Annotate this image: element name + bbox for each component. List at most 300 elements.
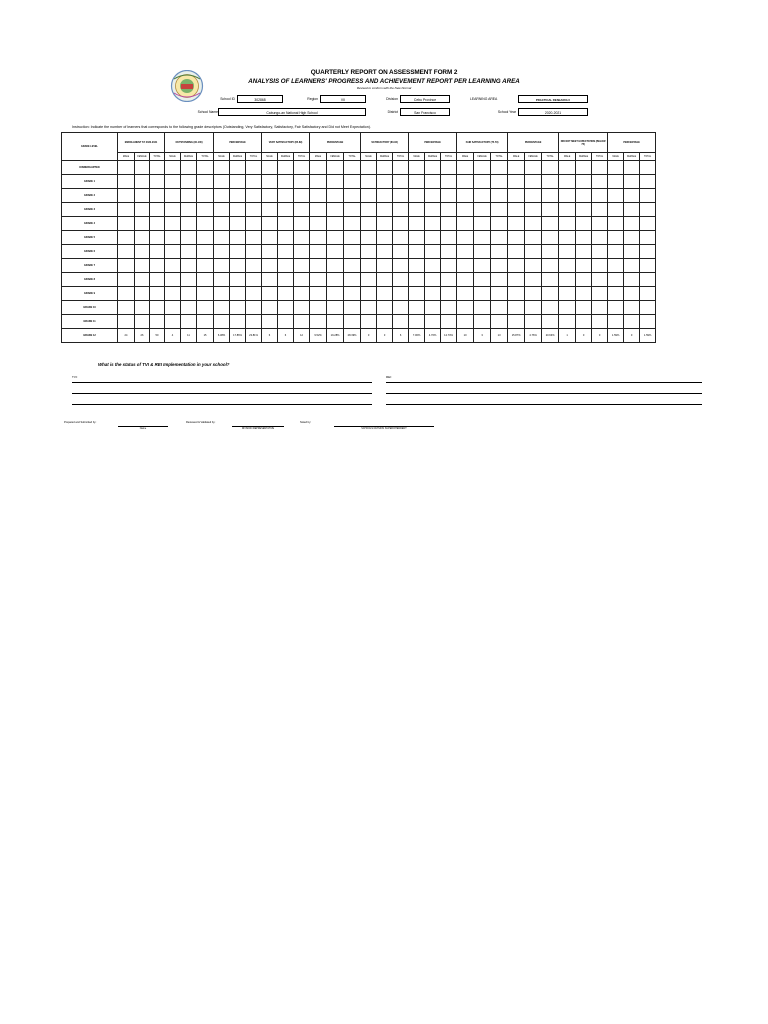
data-cell[interactable] [377,273,393,287]
data-cell[interactable] [327,231,344,245]
data-cell[interactable] [409,301,425,315]
data-cell[interactable] [165,245,181,259]
data-cell[interactable] [197,217,214,231]
data-cell[interactable] [640,245,656,259]
data-cell[interactable] [542,273,559,287]
data-cell[interactable] [457,231,474,245]
data-cell[interactable] [624,245,640,259]
data-cell[interactable] [608,315,624,329]
data-cell[interactable] [441,245,457,259]
division-field[interactable]: Cebu Province [400,95,450,103]
data-cell[interactable] [150,161,165,175]
data-cell[interactable] [150,189,165,203]
data-cell[interactable] [230,203,246,217]
data-cell[interactable] [150,175,165,189]
data-cell[interactable] [310,175,327,189]
data-cell[interactable] [441,175,457,189]
data-cell[interactable] [294,161,310,175]
data-cell[interactable] [592,315,608,329]
data-cell[interactable] [592,301,608,315]
data-cell[interactable] [262,217,278,231]
data-cell[interactable] [181,203,197,217]
data-cell[interactable] [135,259,150,273]
data-cell[interactable] [310,189,327,203]
data-cell[interactable] [409,245,425,259]
school-year-field[interactable]: 2020-2021 [518,108,588,116]
tvi-answer-line-1[interactable] [72,382,372,383]
data-cell[interactable] [327,301,344,315]
data-cell[interactable] [278,161,294,175]
data-cell[interactable] [559,189,576,203]
data-cell[interactable] [425,231,441,245]
data-cell[interactable] [457,273,474,287]
data-cell[interactable] [608,231,624,245]
data-cell[interactable] [525,301,542,315]
data-cell[interactable] [262,175,278,189]
data-cell[interactable] [294,189,310,203]
data-cell[interactable] [559,245,576,259]
data-cell[interactable] [361,203,377,217]
data-cell[interactable] [135,175,150,189]
data-cell[interactable] [344,259,361,273]
data-cell[interactable] [576,301,592,315]
data-cell[interactable] [181,273,197,287]
data-cell[interactable] [344,189,361,203]
data-cell[interactable] [150,301,165,315]
data-cell[interactable] [409,217,425,231]
data-cell[interactable] [491,301,508,315]
data-cell[interactable] [262,315,278,329]
data-cell[interactable] [377,161,393,175]
data-cell[interactable] [361,287,377,301]
data-cell[interactable] [559,273,576,287]
data-cell[interactable] [491,231,508,245]
data-cell[interactable] [425,259,441,273]
data-cell[interactable] [165,315,181,329]
data-cell[interactable] [592,231,608,245]
data-cell[interactable] [310,161,327,175]
data-cell[interactable] [508,231,525,245]
data-cell[interactable] [640,315,656,329]
data-cell[interactable] [197,301,214,315]
data-cell[interactable] [542,175,559,189]
data-cell[interactable] [214,217,230,231]
data-cell[interactable] [344,315,361,329]
data-cell[interactable] [118,189,135,203]
data-cell[interactable] [246,301,262,315]
data-cell[interactable] [181,259,197,273]
data-cell[interactable] [310,315,327,329]
data-cell[interactable] [361,315,377,329]
data-cell[interactable] [230,245,246,259]
data-cell[interactable] [181,245,197,259]
data-cell[interactable] [118,245,135,259]
data-cell[interactable] [246,245,262,259]
data-cell[interactable] [542,259,559,273]
data-cell[interactable] [181,315,197,329]
data-cell[interactable] [246,189,262,203]
data-cell[interactable] [457,175,474,189]
data-cell[interactable] [474,203,491,217]
data-cell[interactable] [118,203,135,217]
data-cell[interactable] [165,189,181,203]
data-cell[interactable] [150,273,165,287]
data-cell[interactable] [278,189,294,203]
data-cell[interactable] [181,217,197,231]
data-cell[interactable] [608,217,624,231]
data-cell[interactable] [278,273,294,287]
data-cell[interactable] [150,217,165,231]
data-cell[interactable] [377,301,393,315]
data-cell[interactable] [377,175,393,189]
data-cell[interactable] [525,287,542,301]
data-cell[interactable]: 6 [278,329,294,343]
data-cell[interactable] [214,245,230,259]
data-cell[interactable] [262,189,278,203]
data-cell[interactable] [294,203,310,217]
data-cell[interactable] [393,301,409,315]
data-cell[interactable] [592,217,608,231]
data-cell[interactable] [294,259,310,273]
data-cell[interactable]: 11 [181,329,197,343]
data-cell[interactable] [327,203,344,217]
data-cell[interactable]: 1 [559,329,576,343]
data-cell[interactable] [624,161,640,175]
data-cell[interactable]: 4 [165,329,181,343]
data-cell[interactable] [377,287,393,301]
data-cell[interactable] [576,161,592,175]
data-cell[interactable] [165,259,181,273]
data-cell[interactable] [377,245,393,259]
data-cell[interactable] [246,315,262,329]
data-cell[interactable] [559,231,576,245]
data-cell[interactable] [425,161,441,175]
data-cell[interactable] [425,189,441,203]
data-cell[interactable] [393,189,409,203]
data-cell[interactable] [425,245,441,259]
data-cell[interactable]: 6 [393,329,409,343]
data-cell[interactable] [181,161,197,175]
data-cell[interactable] [135,189,150,203]
data-cell[interactable] [344,245,361,259]
data-cell[interactable] [508,259,525,273]
data-cell[interactable]: 4.76% [425,329,441,343]
data-cell[interactable] [278,315,294,329]
data-cell[interactable] [491,189,508,203]
data-cell[interactable] [377,217,393,231]
data-cell[interactable] [361,161,377,175]
data-cell[interactable] [491,161,508,175]
data-cell[interactable]: 17.86% [230,329,246,343]
data-cell[interactable] [246,231,262,245]
data-cell[interactable] [525,259,542,273]
data-cell[interactable]: 23.81% [246,329,262,343]
data-cell[interactable] [118,231,135,245]
data-cell[interactable] [246,161,262,175]
data-cell[interactable] [491,315,508,329]
data-cell[interactable] [135,217,150,231]
data-cell[interactable] [608,259,624,273]
data-cell[interactable]: 9.52% [310,329,327,343]
data-cell[interactable] [294,217,310,231]
data-cell[interactable] [310,217,327,231]
data-cell[interactable] [608,175,624,189]
data-cell[interactable] [576,245,592,259]
data-cell[interactable] [525,273,542,287]
data-cell[interactable] [441,161,457,175]
data-cell[interactable] [491,273,508,287]
data-cell[interactable]: 12 [294,329,310,343]
data-cell[interactable] [508,189,525,203]
data-cell[interactable] [278,231,294,245]
data-cell[interactable] [592,203,608,217]
data-cell[interactable] [491,287,508,301]
data-cell[interactable] [165,161,181,175]
data-cell[interactable] [525,161,542,175]
data-cell[interactable] [327,245,344,259]
data-cell[interactable] [150,259,165,273]
data-cell[interactable] [559,259,576,273]
data-cell[interactable] [230,217,246,231]
data-cell[interactable] [624,175,640,189]
data-cell[interactable] [361,217,377,231]
data-cell[interactable] [409,161,425,175]
data-cell[interactable] [592,259,608,273]
data-cell[interactable] [491,203,508,217]
data-cell[interactable] [327,175,344,189]
data-cell[interactable] [425,175,441,189]
data-cell[interactable] [608,189,624,203]
data-cell[interactable] [559,217,576,231]
data-cell[interactable] [214,189,230,203]
data-cell[interactable]: 1.59% [608,329,624,343]
data-cell[interactable] [135,231,150,245]
data-cell[interactable]: 0 [624,329,640,343]
data-cell[interactable] [262,301,278,315]
data-cell[interactable] [409,175,425,189]
data-cell[interactable] [474,273,491,287]
data-cell[interactable] [294,231,310,245]
data-cell[interactable] [214,259,230,273]
region-field[interactable]: VII [320,95,366,103]
rei-answer-line-1[interactable] [386,382,702,383]
data-cell[interactable] [344,203,361,217]
data-cell[interactable] [508,301,525,315]
data-cell[interactable] [246,259,262,273]
data-cell[interactable] [441,287,457,301]
data-cell[interactable] [344,301,361,315]
data-cell[interactable] [230,315,246,329]
data-cell[interactable]: 0 [576,329,592,343]
data-cell[interactable] [377,203,393,217]
data-cell[interactable] [361,231,377,245]
data-cell[interactable] [542,301,559,315]
data-cell[interactable] [624,203,640,217]
school-name-field[interactable]: Cabungo-an National High School [218,108,366,116]
data-cell[interactable] [559,175,576,189]
data-cell[interactable] [441,231,457,245]
data-cell[interactable] [592,273,608,287]
data-cell[interactable] [197,287,214,301]
data-cell[interactable] [278,175,294,189]
data-cell[interactable] [409,203,425,217]
data-cell[interactable]: 6 [262,329,278,343]
school-id-field[interactable]: 302868 [237,95,283,103]
data-cell[interactable] [393,175,409,189]
data-cell[interactable] [230,231,246,245]
data-cell[interactable] [377,259,393,273]
data-cell[interactable] [165,203,181,217]
data-cell[interactable] [542,189,559,203]
data-cell[interactable] [310,301,327,315]
data-cell[interactable] [542,217,559,231]
data-cell[interactable] [474,217,491,231]
data-cell[interactable] [327,287,344,301]
data-cell[interactable] [135,203,150,217]
data-cell[interactable] [294,273,310,287]
data-cell[interactable] [559,203,576,217]
data-cell[interactable] [441,259,457,273]
data-cell[interactable]: 13 [491,329,508,343]
data-cell[interactable] [409,259,425,273]
data-cell[interactable] [214,315,230,329]
data-cell[interactable] [294,315,310,329]
data-cell[interactable] [230,301,246,315]
data-cell[interactable] [457,315,474,329]
data-cell[interactable] [118,287,135,301]
data-cell[interactable] [525,217,542,231]
data-cell[interactable] [576,175,592,189]
data-cell[interactable] [197,231,214,245]
data-cell[interactable] [525,231,542,245]
data-cell[interactable] [640,231,656,245]
data-cell[interactable] [441,189,457,203]
data-cell[interactable] [592,287,608,301]
data-cell[interactable] [525,315,542,329]
data-cell[interactable] [165,287,181,301]
data-cell[interactable] [135,301,150,315]
data-cell[interactable] [542,315,559,329]
data-cell[interactable] [344,161,361,175]
data-cell[interactable] [640,301,656,315]
data-cell[interactable]: 3 [377,329,393,343]
data-cell[interactable]: 4.76% [525,329,542,343]
data-cell[interactable] [425,287,441,301]
data-cell[interactable] [294,287,310,301]
data-cell[interactable] [393,203,409,217]
data-cell[interactable] [491,259,508,273]
data-cell[interactable] [457,217,474,231]
data-cell[interactable] [262,245,278,259]
data-cell[interactable] [150,287,165,301]
data-cell[interactable] [592,189,608,203]
data-cell[interactable] [474,259,491,273]
data-cell[interactable] [214,161,230,175]
data-cell[interactable] [344,217,361,231]
data-cell[interactable] [457,245,474,259]
data-cell[interactable] [457,287,474,301]
data-cell[interactable] [474,231,491,245]
data-cell[interactable] [135,287,150,301]
data-cell[interactable] [576,231,592,245]
data-cell[interactable] [474,175,491,189]
data-cell[interactable] [310,231,327,245]
data-cell[interactable] [278,259,294,273]
data-cell[interactable] [491,175,508,189]
data-cell[interactable]: 28.39% [344,329,361,343]
data-cell[interactable] [197,175,214,189]
data-cell[interactable] [542,287,559,301]
data-cell[interactable] [425,273,441,287]
data-cell[interactable] [344,287,361,301]
data-cell[interactable] [525,175,542,189]
data-cell[interactable] [409,231,425,245]
data-cell[interactable] [441,273,457,287]
data-cell[interactable] [474,161,491,175]
data-cell[interactable] [361,175,377,189]
data-cell[interactable] [457,203,474,217]
data-cell[interactable] [246,273,262,287]
data-cell[interactable] [214,175,230,189]
data-cell[interactable] [525,189,542,203]
data-cell[interactable] [640,287,656,301]
data-cell[interactable]: 7.06% [409,329,425,343]
rei-answer-line-2[interactable] [386,393,702,394]
data-cell[interactable] [640,259,656,273]
data-cell[interactable] [624,231,640,245]
data-cell[interactable] [474,301,491,315]
data-cell[interactable] [559,315,576,329]
data-cell[interactable] [624,273,640,287]
data-cell[interactable]: 15 [197,329,214,343]
data-cell[interactable] [393,273,409,287]
data-cell[interactable] [393,217,409,231]
data-cell[interactable]: 26 [135,329,150,343]
data-cell[interactable] [441,217,457,231]
data-cell[interactable] [441,315,457,329]
data-cell[interactable] [197,245,214,259]
data-cell[interactable] [508,273,525,287]
rei-answer-line-3[interactable] [386,404,702,405]
data-cell[interactable] [310,287,327,301]
data-cell[interactable] [576,273,592,287]
data-cell[interactable] [181,287,197,301]
data-cell[interactable] [361,301,377,315]
data-cell[interactable] [624,217,640,231]
data-cell[interactable] [377,315,393,329]
data-cell[interactable] [457,161,474,175]
data-cell[interactable] [230,161,246,175]
data-cell[interactable] [165,273,181,287]
data-cell[interactable] [624,287,640,301]
data-cell[interactable] [262,259,278,273]
data-cell[interactable] [409,189,425,203]
data-cell[interactable] [542,231,559,245]
data-cell[interactable] [640,273,656,287]
data-cell[interactable] [608,273,624,287]
district-field[interactable]: San Francisco [400,108,450,116]
data-cell[interactable] [640,217,656,231]
data-cell[interactable] [361,245,377,259]
data-cell[interactable] [197,203,214,217]
data-cell[interactable] [491,245,508,259]
data-cell[interactable] [361,189,377,203]
data-cell[interactable] [262,203,278,217]
data-cell[interactable] [576,217,592,231]
data-cell[interactable] [576,259,592,273]
tvi-answer-line-3[interactable] [72,404,372,405]
data-cell[interactable] [181,175,197,189]
